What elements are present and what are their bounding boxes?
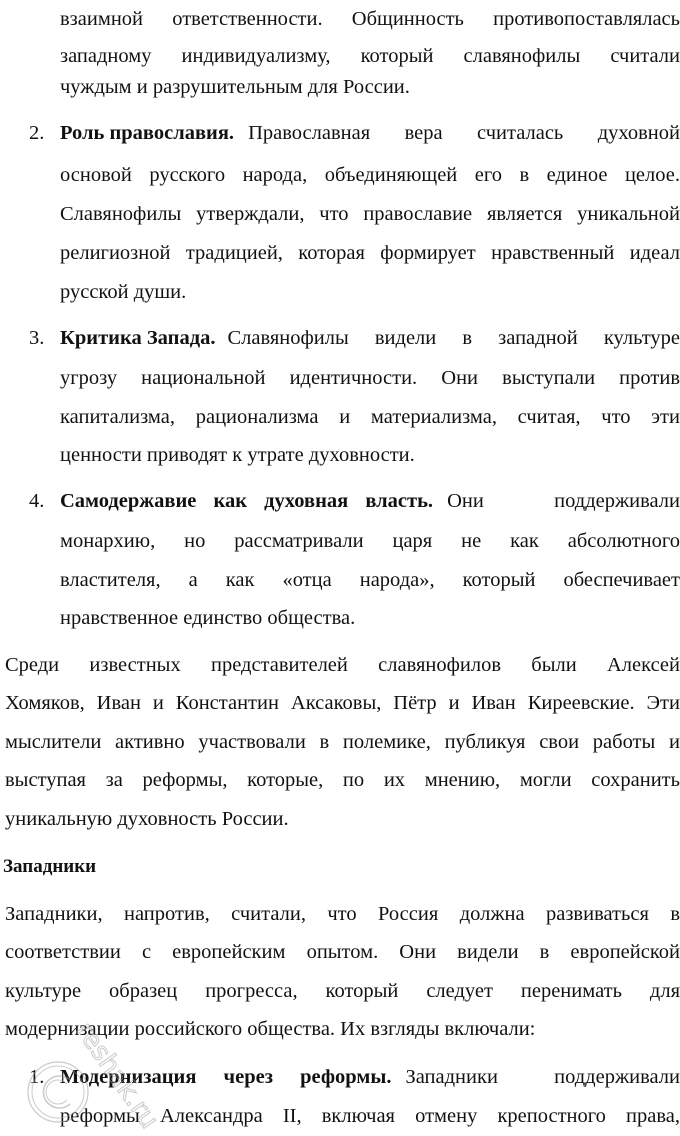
paragraph-line: Западники, напротив, считали, что Россия должна развиваться в xyxy=(5,903,680,925)
list-item-line: основой русского народа, объединяющей его в единое целое. xyxy=(60,164,680,186)
list-number: 4. xyxy=(29,490,45,512)
paragraph-line: взаимной ответственности. Общинность противопоставлялась xyxy=(60,8,680,30)
list-item-line: религиозной традицией, которая формирует нравственный идеал xyxy=(60,242,680,264)
list-item-line: властителя, а как «отца народа», который обеспечивает xyxy=(60,569,680,591)
list-item-text: Они поддерживали xyxy=(447,490,680,512)
list-item-line: капитализма, рационализма и материализма, считая, что эти xyxy=(60,406,680,428)
list-item-line: реформы Александра II, включая отмену крепостного права, xyxy=(60,1105,680,1127)
paragraph-line: культуре образец прогресса, который следует перенимать для xyxy=(5,980,680,1002)
list-item-title: Роль православия. xyxy=(60,122,235,144)
paragraph-line: западному индивидуализму, который славянофилы считали xyxy=(60,45,680,67)
list-item-line: нравственное единство общества. xyxy=(60,607,356,629)
list-item-text: Славянофилы видели в западной культуре xyxy=(227,327,680,349)
list-item-line: угрозу национальной идентичности. Они выступали против xyxy=(60,367,680,389)
paragraph-line: уникальную духовность России. xyxy=(5,808,289,830)
paragraph-line: чуждым и разрушительным для России. xyxy=(60,76,410,98)
list-item-line: русской души. xyxy=(60,281,187,303)
list-number: 2. xyxy=(29,122,45,144)
paragraph-line: Хомяков, Иван и Константин Аксаковы, Пётр и Иван Киреевские. Эти xyxy=(5,692,680,714)
list-item-first-line xyxy=(60,486,680,516)
paragraph-line: мыслители активно участвовали в полемике, публикуя свои работы и xyxy=(5,731,680,753)
list-item-title: Модернизация через реформы. xyxy=(60,1066,392,1088)
paragraph-line: соответствии с европейским опытом. Они видели в европейской xyxy=(5,941,680,963)
section-heading: Западники xyxy=(3,856,97,877)
paragraph-line: модернизации российского общества. Их взгляды включали: xyxy=(5,1018,536,1040)
list-item-title: Самодержавие как духовная власть. xyxy=(60,490,434,512)
paragraph-line: Среди известных представителей славянофилов были Алексей xyxy=(5,654,680,676)
list-item-title: Критика Запада. xyxy=(60,327,216,349)
list-item-line: Славянофилы утверждали, что православие является уникальной xyxy=(60,203,680,225)
watermark-text: reshak.ru xyxy=(69,1016,160,1130)
list-item-text: Западники поддерживали xyxy=(405,1066,680,1088)
list-item-text: Православная вера считалась духовной xyxy=(248,122,680,144)
list-item-line: монархию, но рассматривали царя не как абсолютного xyxy=(60,530,680,552)
paragraph-line: выступая за реформы, которые, по их мнению, могли сохранить xyxy=(5,769,680,791)
list-item-first-line xyxy=(60,1062,680,1092)
list-item-first-line xyxy=(60,118,680,148)
list-item-first-line xyxy=(60,323,680,353)
list-number: 1. xyxy=(29,1066,45,1088)
list-item-line: ценности приводят к утрате духовности. xyxy=(60,444,415,466)
list-number: 3. xyxy=(29,327,45,349)
